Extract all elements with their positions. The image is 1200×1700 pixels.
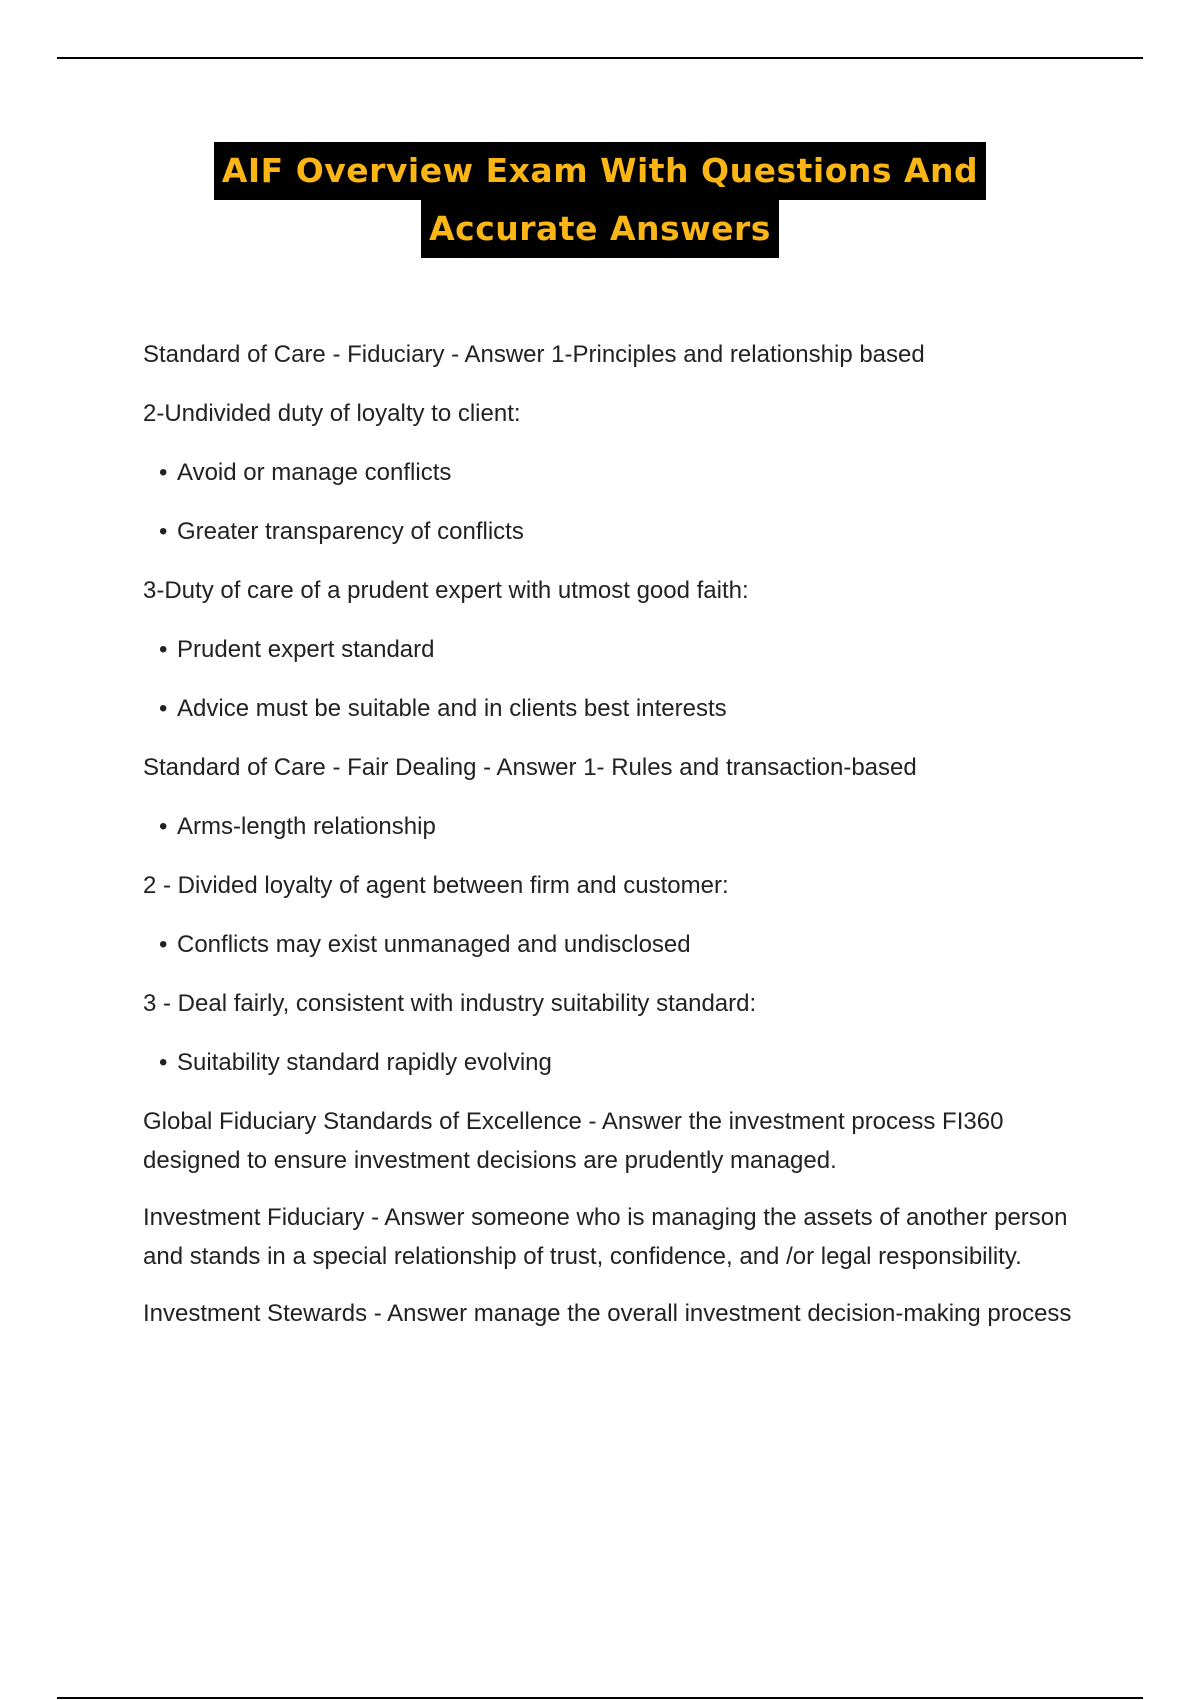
bullet-suitable-advice: • Advice must be suitable and in clients best interests xyxy=(159,689,1073,728)
point-deal-fairly: 3 - Deal fairly, consistent with industry suitability standard: xyxy=(143,990,757,1017)
document-title xyxy=(0,142,1200,258)
point-duty-of-care: 3-Duty of care of a prudent expert with utmost good faith: xyxy=(143,577,749,604)
document-body xyxy=(143,335,1073,1351)
bullet-suitability-evolving: • Suitability standard rapidly evolving xyxy=(159,1043,1073,1082)
point-divided-loyalty: 2 - Divided loyalty of agent between firm and customer: xyxy=(143,872,729,899)
title-line-1: AIF Overview Exam With Questions And xyxy=(214,142,986,200)
question-investment-stewards: Investment Stewards - Answer manage the overall investment decision-making process xyxy=(143,1300,1072,1327)
bullet-transparency: • Greater transparency of conflicts xyxy=(159,512,1073,551)
point-undivided-loyalty: 2-Undivided duty of loyalty to client: xyxy=(143,400,521,427)
bullet-avoid-conflicts: • Avoid or manage conflicts xyxy=(159,453,1073,492)
question-fiduciary: Standard of Care - Fiduciary - Answer 1-Principles and relationship based xyxy=(143,341,925,368)
question-global-standards: Global Fiduciary Standards of Excellence - Answer the investment process FI360 designed to ensure investment decisions are prudently managed. xyxy=(143,1108,1004,1174)
bullet-conflicts-undisclosed: • Conflicts may exist unmanaged and undisclosed xyxy=(159,925,1073,964)
bullet-prudent-expert: • Prudent expert standard xyxy=(159,630,1073,669)
bullet-arms-length: • Arms-length relationship xyxy=(159,807,1073,846)
bottom-divider xyxy=(57,1697,1143,1699)
top-divider xyxy=(57,57,1143,59)
question-investment-fiduciary: Investment Fiduciary - Answer someone who is managing the assets of another person and stands in a special relationship of trust, confidence, and /or legal responsibility. xyxy=(143,1204,1068,1270)
title-line-2: Accurate Answers xyxy=(421,200,779,258)
question-fair-dealing: Standard of Care - Fair Dealing - Answer 1- Rules and transaction-based xyxy=(143,754,917,781)
